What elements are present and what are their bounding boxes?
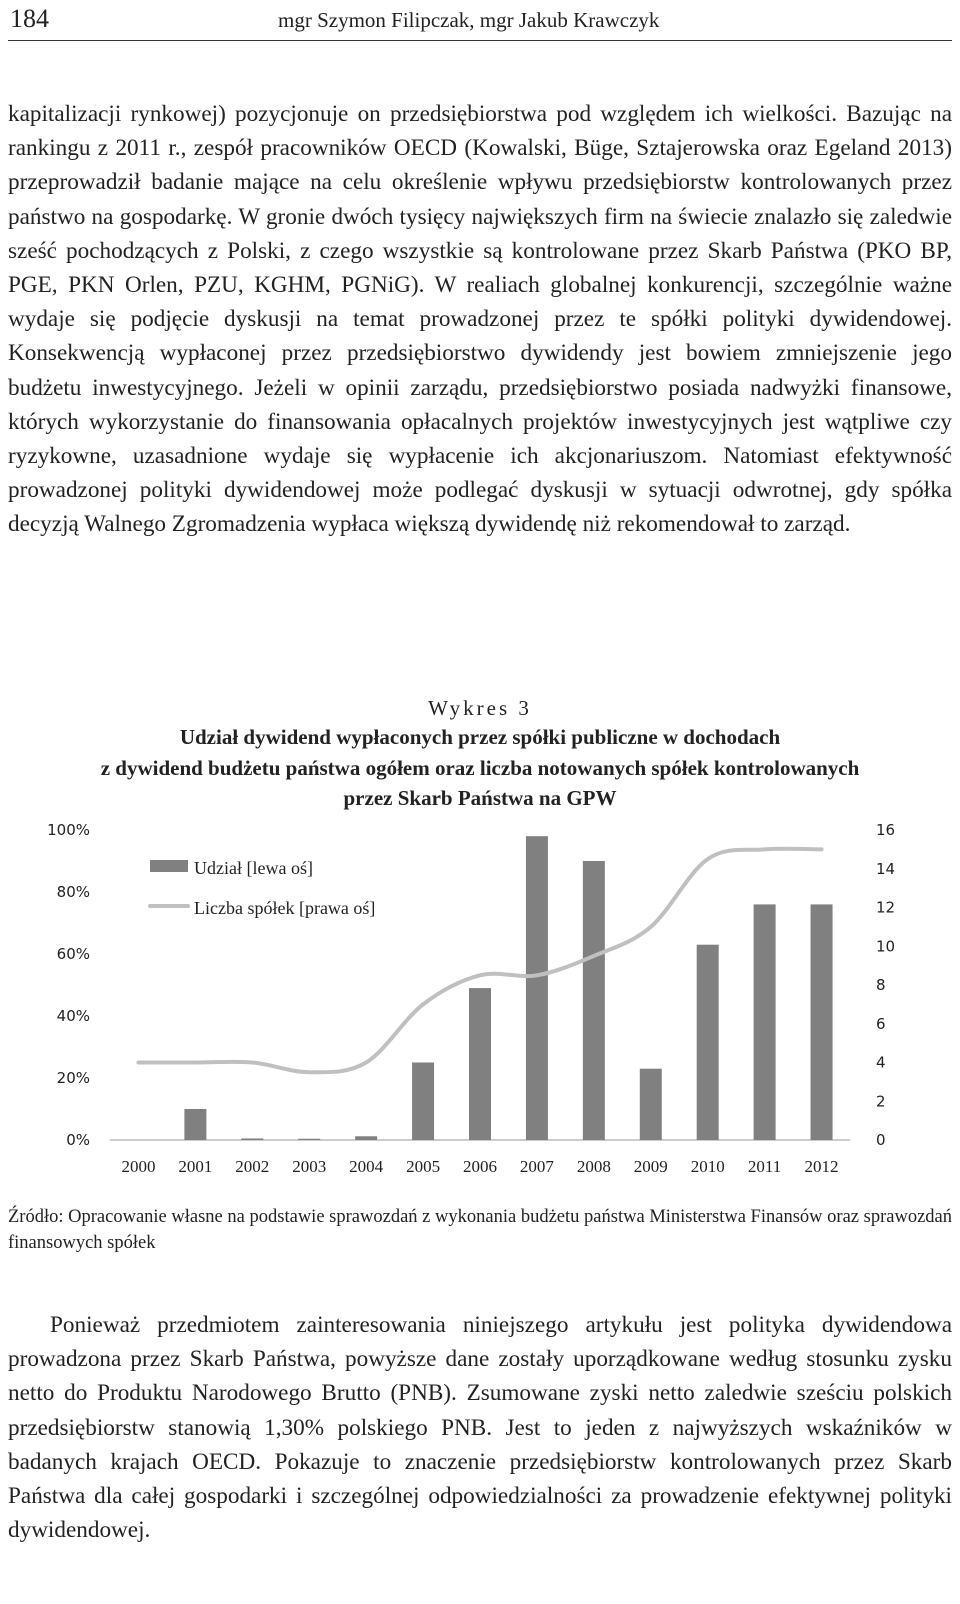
chart-legend: [150, 858, 375, 918]
figure-title-line-1: Udział dywidend wypłaconych przez spółki publiczne w dochodach: [179, 725, 781, 749]
y-right-tick-label: 14: [876, 859, 896, 878]
figure-label: Wykres 3: [428, 696, 532, 720]
x-tick-label: 2010: [690, 1157, 725, 1176]
bar: [697, 945, 719, 1140]
y-right-tick-label: 16: [876, 821, 896, 839]
x-tick-label: 2002: [235, 1157, 270, 1176]
y-left-tick-label: 0%: [66, 1131, 90, 1149]
bar: [355, 1136, 377, 1140]
bar: [298, 1139, 320, 1140]
x-tick-label: 2012: [804, 1157, 839, 1176]
bar: [526, 836, 548, 1140]
y-right-tick-label: 4: [876, 1053, 886, 1072]
bar: [412, 1063, 434, 1141]
x-tick-label: 2007: [519, 1157, 554, 1176]
y-left-tick-label: 60%: [56, 945, 90, 963]
bar: [469, 988, 491, 1140]
x-tick-label: 2009: [633, 1157, 668, 1176]
legend-label-line: Liczba spółek [prawa oś]: [194, 898, 376, 918]
y-right-tick-label: 2: [876, 1092, 886, 1111]
figure-title-line-2: z dywidend budżetu państwa ogółem oraz liczba notowanych spółek kontrolowanych: [100, 755, 860, 780]
chart: [0, 810, 960, 1190]
y-right-tick-label: 8: [876, 976, 886, 994]
bar: [241, 1138, 263, 1140]
body-paragraph-1: kapitalizacji rynkowej) pozycjonuje on przedsiębiorstwa pod względem ich wielkości. Bazując na rankingu z 2011 r., zespół pracowników OECD (Kowalski, Büge, Sztajerowska oraz Egeland 2013) przeprowadził badanie mające na celu określenie wpływu przedsiębiorstw kontrolowanych przez państwo na gospodarkę. W gronie dwóch tysięcy największych firm na świecie znalazło się zaledwie sześć pochodzących z Polski, z czego wszystkie są kontrolowane przez Skarb Państwa (PKO BP, PGE, PKN Orlen, PZU, KGHM, PGNiG). W realiach globalnej konkurencji, szczególnie ważne wydaje się podjęcie dyskusji na temat prowadzonej przez te spółki polityki dywidendowej. Konsekwencją wypłaconej przez przedsiębiorstwo dywidendy jest bowiem zmniejszenie jego budżetu inwestycyjnego. Jeżeli w opinii zarządu, przedsiębiorstwo posiada nadwyżki finansowe, których wykorzystanie do finansowania opłacalnych projektów inwestycyjnych jest wątpliwe czy ryzykowne, uzasadnione wydaje się wypłacenie ich akcjonariuszom. Natomiast efektywność prowadzonej polityki dywidendowej może podlegać dyskusji w sytuacji odwrotnej, gdy spółka decyzją Walnego Zgromadzenia wypłaca większą dywidendę niż rekomendował to zarząd.: [8, 101, 952, 538]
y-left-tick-label: 100%: [47, 821, 90, 839]
x-tick-label: 2011: [747, 1157, 782, 1176]
x-tick-label: 2000: [121, 1157, 156, 1176]
x-tick-label: 2003: [292, 1157, 327, 1176]
running-head-authors: mgr Szymon Filipczak, mgr Jakub Krawczyk: [278, 8, 660, 32]
x-tick-label: 2001: [178, 1157, 213, 1176]
y-right-tick-label: 0: [876, 1131, 886, 1149]
legend-label-bar: Udział [lewa oś]: [194, 858, 313, 878]
page-header: [8, 0, 952, 41]
bar: [184, 1109, 206, 1140]
y-left-tick-label: 20%: [56, 1069, 90, 1087]
x-tick-label: 2008: [576, 1157, 611, 1176]
bar: [583, 861, 605, 1140]
y-right-tick-label: 12: [876, 898, 896, 917]
figure-title-line-3: przez Skarb Państwa na GPW: [343, 786, 617, 810]
body-paragraph-2: Ponieważ przedmiotem zainteresowania niniejszego artykułu jest polityka dywidendowa prowadzona przez Skarb Państwa, powyższe dane zostały uporządkowane według stosunku zysku netto do Produktu Narodowego Brutto (PNB). Zsumowane zyski netto zaledwie sześciu polskich przedsiębiorstw stanowią 1,30% polskiego PNB. Jest to jeden z najwyższych wskaźników w badanych krajach OECD. Pokazuje to znaczenie przedsiębiorstw kontrolowanych przez Skarb Państwa dla całej gospodarki i szczególnej odpowiedzialności za prowadzenie efektywnej polityki dywidendowej.: [8, 1312, 952, 1544]
page-number: 184: [10, 4, 49, 33]
chart-bars: [184, 836, 832, 1140]
bar: [754, 904, 776, 1140]
figure-source: Źródło: Opracowanie własne na podstawie sprawozdań z wykonania budżetu państwa Ministerstwa Finansów oraz sprawozdań finansowych spółek: [8, 1207, 952, 1253]
x-tick-label: 2005: [406, 1157, 441, 1176]
legend-swatch-bar: [150, 860, 188, 872]
bar: [640, 1069, 662, 1140]
x-tick-label: 2004: [349, 1157, 384, 1176]
bar: [811, 904, 833, 1140]
x-tick-label: 2006: [463, 1157, 497, 1176]
y-left-tick-label: 80%: [56, 883, 90, 901]
y-right-tick-label: 10: [876, 937, 896, 956]
y-left-tick-label: 40%: [56, 1007, 90, 1025]
figure-title: [20, 722, 940, 814]
y-right-tick-label: 6: [876, 1014, 886, 1033]
